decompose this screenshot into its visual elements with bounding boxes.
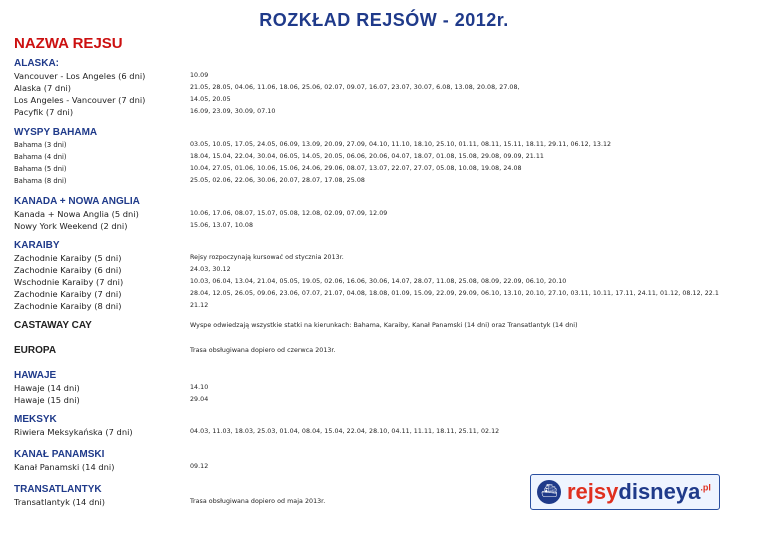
cruise-name: Hawaje (14 dni)	[14, 383, 80, 393]
cruise-name: Zachodnie Karaiby (7 dni)	[14, 289, 122, 299]
section-title: HAWAJE	[14, 370, 57, 381]
table-row	[14, 220, 759, 232]
table-row	[14, 70, 759, 82]
cruise-dates: 25.05, 02.06, 22.06, 30.06, 20.07, 28.07, 17.08, 25.08	[190, 177, 365, 184]
table-row	[14, 426, 759, 438]
cruise-dates: 04.03, 11.03, 18.03, 25.03, 01.04, 08.04, 15.04, 22.04, 28.10, 04.11, 11.11, 18.11, 25.11, 02.12	[190, 428, 500, 435]
section-title: MEKSYK	[14, 414, 57, 425]
section-kanal-panamski	[14, 449, 759, 473]
table-row	[14, 82, 759, 94]
cruise-dates: 14.10	[190, 384, 209, 391]
cruise-name: Bahama (3 dni)	[14, 141, 67, 149]
cruise-name: Riwiera Meksykańska (7 dni)	[14, 427, 133, 437]
cruise-dates: 09.12	[190, 463, 209, 470]
cruise-dates: 10.04, 27.05, 01.06, 10.06, 15.06, 24.06, 29.06, 08.07, 13.07, 22.07, 27.07, 05.08, 10.08, 19.08, 24.08	[190, 165, 522, 172]
column-header: NAZWA REJSU	[14, 35, 123, 52]
cruise-dates: 16.09, 23.09, 30.09, 07.10	[190, 108, 276, 115]
table-row	[14, 382, 759, 394]
table-row	[14, 175, 759, 187]
cruise-dates: 21.05, 28.05, 04.06, 11.06, 18.06, 25.06, 02.07, 09.07, 16.07, 23.07, 30.07, 6.08, 13.08, 20.08, 27.08,	[190, 84, 520, 91]
section-title: KANADA + NOWA ANGLIA	[14, 196, 140, 207]
table-row	[14, 345, 759, 357]
section-bahama	[14, 127, 759, 187]
cruise-dates: 10.03, 06.04, 13.04, 21.04, 05.05, 19.05, 02.06, 16.06, 30.06, 14.07, 28.07, 11.08, 25.08, 08.09, 22.09, 06.10, 20.10	[190, 278, 567, 285]
table-row	[14, 300, 759, 312]
table-row	[14, 461, 759, 473]
cruise-name: Los Angeles - Vancouver (7 dni)	[14, 95, 146, 105]
table-row	[14, 264, 759, 276]
cruise-dates: 21.12	[190, 302, 209, 309]
table-row	[14, 288, 759, 300]
cruise-name: Vancouver - Los Angeles (6 dni)	[14, 71, 146, 81]
page-title: ROZKŁAD REJSÓW - 2012r.	[259, 10, 509, 30]
cruise-name: Bahama (4 dni)	[14, 153, 67, 161]
cruise-name: Bahama (8 dni)	[14, 177, 67, 185]
cruise-name: Bahama (5 dni)	[14, 165, 67, 173]
cruise-name: Wschodnie Karaiby (7 dni)	[14, 277, 124, 287]
cruise-name: Zachodnie Karaiby (5 dni)	[14, 253, 122, 263]
section-karaiby	[14, 240, 759, 312]
cruise-dates: 18.04, 15.04, 22.04, 30.04, 06.05, 14.05, 20.05, 06.06, 20.06, 04.07, 18.07, 01.08, 15.08, 29.08, 09.09, 21.11	[190, 153, 544, 160]
section-title: EUROPA	[14, 345, 57, 356]
cruise-dates: Rejsy rozpoczynają kursować od stycznia 2013r.	[190, 254, 344, 261]
cruise-dates: 28.04, 12.05, 26.05, 09.06, 23.06, 07.07, 21.07, 04.08, 18.08, 01.09, 15.09, 22.09, 29.09, 06.10, 13.10, 20.10, 27.10, 03.11, 10.11, 17.11, 24.11, 01.12, 08.12, 22.1	[190, 290, 719, 297]
logo-text: rejsydisneya$^{.pl}$	[567, 479, 711, 504]
cruise-name: Nowy York Weekend (2 dni)	[14, 221, 128, 231]
cruise-dates: 24.03, 30.12	[190, 266, 231, 273]
section-meksyk	[14, 414, 759, 438]
section-title: ALASKA:	[14, 58, 59, 69]
table-row	[14, 276, 759, 288]
section-title: WYSPY BAHAMA	[14, 127, 98, 138]
table-row	[14, 94, 759, 106]
section-title: KARAIBY	[14, 240, 60, 251]
section-title: KANAŁ PANAMSKI	[14, 449, 105, 460]
section-europa	[14, 345, 759, 357]
table-row	[14, 163, 759, 175]
section-hawaje	[14, 370, 759, 406]
section-title: CASTAWAY CAY	[14, 320, 92, 331]
section-note: Trasa obsługiwana dopiero od czerwca 2013r.	[190, 347, 336, 354]
table-row	[14, 208, 759, 220]
table-row	[14, 320, 759, 332]
table-row	[14, 252, 759, 264]
cruise-name: Zachodnie Karaiby (8 dni)	[14, 301, 122, 311]
cruise-dates: 29.04	[190, 396, 209, 403]
cruise-name: Kanał Panamski (14 dni)	[14, 462, 115, 472]
cruise-name: Pacyfik (7 dni)	[14, 107, 74, 117]
cruise-dates: 14.05, 20.05	[190, 96, 231, 103]
cruise-dates: 15.06, 13.07, 10.08	[190, 222, 254, 229]
section-title: TRANSATLANTYK	[14, 484, 102, 495]
table-row	[14, 139, 759, 151]
section-castaway-cay	[14, 320, 759, 332]
cruise-name: Transatlantyk (14 dni)	[14, 497, 106, 507]
table-row	[14, 106, 759, 118]
cruise-dates: 10.06, 17.06, 08.07, 15.07, 05.08, 12.08, 02.09, 07.09, 12.09	[190, 210, 388, 217]
cruise-dates: Trasa obsługiwana dopiero od maja 2013r.	[190, 498, 326, 505]
section-note: Wyspe odwiedzają wszystkie statki na kierunkach: Bahama, Karaiby, Kanał Panamski (14 dni) oraz Transatlantyk (14 dni)	[190, 322, 578, 329]
cruise-name: Hawaje (15 dni)	[14, 395, 80, 405]
table-row	[14, 394, 759, 406]
table-row	[14, 151, 759, 163]
cruise-dates: 03.05, 10.05, 17.05, 24.05, 06.09, 13.09, 20.09, 27.09, 04.10, 11.10, 18.10, 25.10, 01.11, 08.11, 15.11, 18.11, 29.11, 06.12, 13.12	[190, 141, 612, 148]
ship-icon: ⛴	[537, 480, 561, 504]
cruise-dates: 10.09	[190, 72, 209, 79]
section-kanada	[14, 196, 759, 232]
brand-logo	[530, 474, 720, 510]
cruise-name: Kanada + Nowa Anglia (5 dni)	[14, 209, 139, 219]
cruise-name: Alaska (7 dni)	[14, 83, 71, 93]
cruise-name: Zachodnie Karaiby (6 dni)	[14, 265, 122, 275]
section-alaska	[14, 58, 759, 118]
